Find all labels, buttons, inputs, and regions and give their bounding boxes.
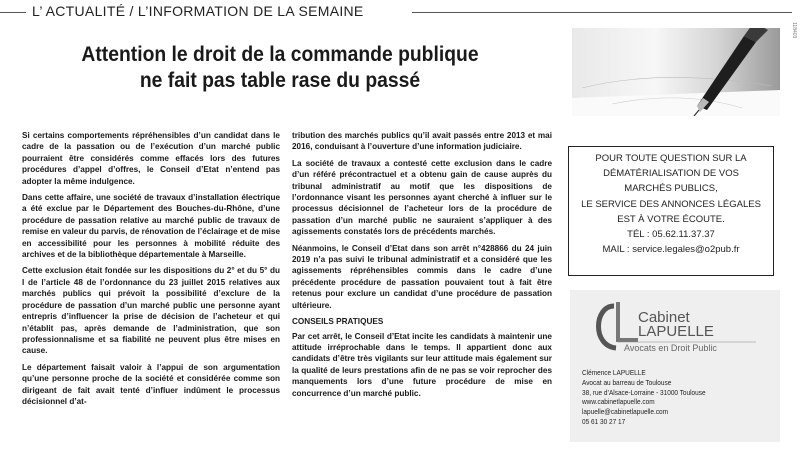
contact-email[interactable]: lapuelle@cabinetlapuelle.com [582,407,669,417]
logo-line-1: Cabinet [638,309,690,326]
headline-line-1: Attention le droit de la commande publique [81,43,479,66]
article-paragraph: La société de travaux a contesté cette exclusion dans le cadre d’un référé précontractuel et a obtenu gain de cause auprès du tribunal administratif au motif que les dispositions de l’ordonnance visant les personnes ayant cherché à influer sur le processus décisionnel de l’acheteur lors de la procédure de passation d’un marché public ne sauraient s’appliquer à des agissements constatés lors de précédents marchés. [292,158,552,237]
infobox-line: EST À VOTRE ÉCOUTE. [617,213,725,225]
header-rule-right [412,12,792,13]
article-paragraph: tribution des marchés publics qu’il avait passés entre 2013 et mai 2016, conduisant à l’ouverture d’une information judiciaire. [292,131,552,152]
contact-name: Clémence LAPUELLE [582,368,646,377]
article-column-2 [292,130,552,404]
contact-address: 38, rue d’Alsace-Lorraine - 31000 Toulouse [582,387,706,397]
infobox-line: DÉMATÉRIALISATION DE VOS [603,168,739,180]
infobox-email: MAIL : service.legales@o2pub.fr [602,244,740,256]
article-paragraph: Si certains comportements répréhensibles d’un candidat dans le cadre de la passation ou de l’exécution d’un marché public pourraient être considérés comme effacés lors des futures procédures d’appel d’offres, le Conseil d’Etat n’entend pas adopter la même indulgence. [22,131,280,186]
headline-line-2: ne fait pas table rase du passé [139,69,421,92]
article-paragraph: Cette exclusion était fondée sur les dispositions du 2° et du 5° du I de l’article 48 de l’ordonnance du 23 juillet 2015 relatives aux marchés publics qui prévoit la possibilité d’exclure de la procédure de passation d’un marché public une personne ayant entrepris d’influencer la prise de décision de l’acheteur et qui n’établit pas, après demande de l’administration, que son professionnalisme et sa fiabilité ne peuvent plus être mises en cause. [22,266,280,356]
article-paragraph: Dans cette affaire, une société de travaux d’installation électrique a été exclue par le Département des Bouches-du-Rhône, d’une procédure de passation relative au marché public de travaux de remise en valeur du parvis, de rénovation de l’éclairage et de mise en accessibilité pour les personnes à mobilité réduite des archives et de la bibliothèque départementale à Marseille. [22,193,281,260]
cabinet-lapuelle-box [570,290,780,442]
contact-website[interactable]: www.cabinetlapuelle.com [582,397,655,407]
logo-subtitle: Avocats en Droit Public [624,343,717,353]
side-code: 118403 [791,22,797,39]
contact-role: Avocat au barreau de Toulouse [582,377,672,387]
article-paragraph: Par cet arrêt, le Conseil d’Etat incite les candidats à maintenir une attitude irréprochable dans le temps. Il appartient donc aux candidats d’être très vigilants sur leur attitude mais également sur la qualité de leurs prestations afin de ne pas se voir reprocher des manquements lors d’une future procédure de mise en concurrence d’un marché public. [292,331,552,398]
cabinet-lapuelle-logo [588,298,760,354]
infobox-line: POUR TOUTE QUESTION SUR LA [595,153,747,164]
section-header-bar [0,0,800,24]
infobox-line: LE SERVICE DES ANNONCES LÉGALES [581,198,761,210]
header-rule-left [0,12,26,13]
fountain-pen-illustration [572,28,780,116]
article-column-1 [22,130,280,412]
section-subheading: CONSEILS PRATIQUES [292,317,384,327]
infobox-line: MARCHÉS PUBLICS, [624,183,718,195]
article-paragraph: Néanmoins, le Conseil d’Etat dans son arrêt n°428866 du 24 juin 2019 n’a pas suivi le tribunal administratif et a considéré que les agissements répréhensibles commis dans le cadre d’une précédente procédure de passation pouvaient tout à fait être retenus pour exclure un candidat d’une procédure de passation ultérieure. [292,243,552,310]
article-paragraph: Le département faisait valoir à l’appui de son argumentation qu’une personne proche de la société et considérée comme son dirigeant de fait avait tenté d’influer indûment le processus décisionnel d’at- [22,362,280,406]
section-header-label: L’ ACTUALITÉ / L’INFORMATION DE LA SEMAINE [32,3,364,19]
legal-service-infobox [568,146,774,276]
article-headline [59,42,501,94]
logo-line-2: LAPUELLE [638,323,714,340]
cabinet-contact [582,368,706,427]
infobox-phone: TÉL : 05.62.11.37.37 [627,229,715,241]
contact-phone: 05 61 30 27 17 [582,416,626,426]
pen-photo [572,28,780,116]
